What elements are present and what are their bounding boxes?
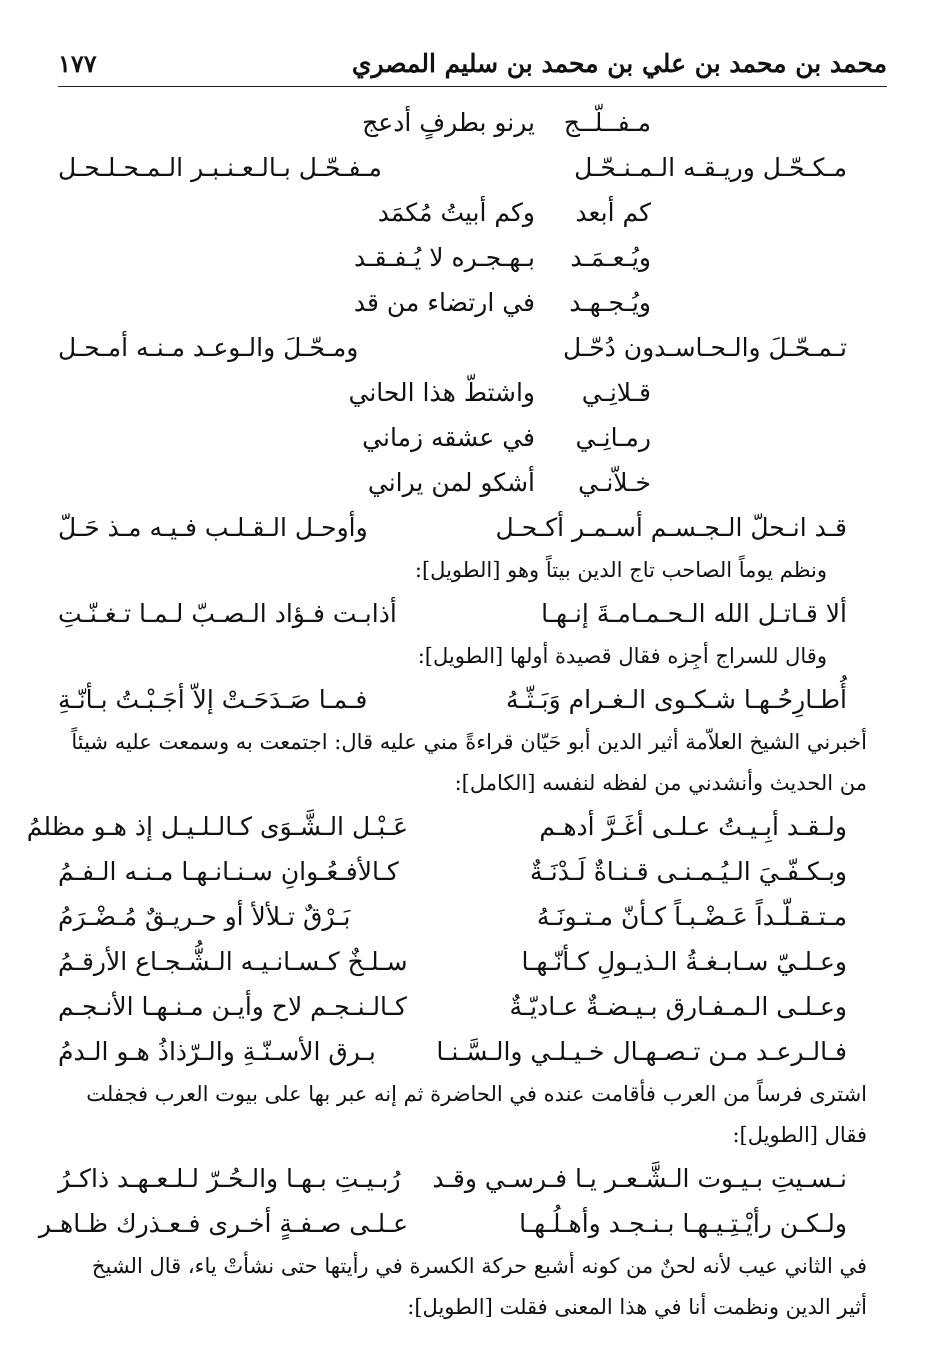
verse-line [58,939,847,984]
verse-first-hemistich: ألا قـاتـل الله الـحـمـامـةَ إنـهـا [541,599,847,628]
prose-paragraph: أخبرني الشيخ العلاّمة أثير الدين أبو حَيّان قراءةً مني عليه قال: اجتمعت به وسمعت عليه شيئاً من الحديث وأنشدني من لفظه لنفسه [الكامل]: [71,730,867,795]
verse-first-hemistich: وعـلـيّ سـابـغـةُ الـذيـولِ كـأنّـهـا [521,947,847,976]
verse-line [58,190,847,235]
verse-first-hemistich: خـلاّنـي [578,468,651,497]
verse-first-hemistich: أُطـارِحُـهـا شـكـوى الـغـرام وَبَـثّـهُ [506,685,847,714]
verse-first-hemistich: فـالـرعـد مـن تـصـهـال خـيـلـي والـسَّـنـا [436,1037,847,1066]
page-body [26,100,867,1328]
verse-line [58,280,847,325]
prose-paragraph: وقال للسراج أجِزه فقال قصيدة أولها [الطويل]: [417,644,827,668]
prose-paragraph: اشترى فرساً من العرب فأقامت عنده في الحاضرة ثم إنه عبر بها على بيوت العرب فجفلت فقال [الطويل]: [86,1082,867,1147]
verse-first-hemistich: ويُـعـمَـد [570,243,651,272]
verse-second-hemistich: كـالأفـعُـوانِ سـنـانـهـا مـنـه الـفـمُ [58,857,399,886]
verse-second-hemistich: مـفـحّـل بـالـعـنـبـر الـمـحـلـحـل [58,153,382,182]
verse-second-hemistich: أشكو لمن يراني [367,468,535,497]
verse-first-hemistich: ويُـجـهـد [569,288,651,317]
verse-line [58,677,847,722]
verse-first-hemistich: مـتـقـلّـداً عَـضْـبـاً كـأنّ مـتـونَـهُ [536,902,847,931]
prose-paragraph: في الثاني عيب لأنه لحنٌ من كونه أشبع حركة الكسرة في رأيتها حتى نشأتْ ياء، قال الشيخ أثير الدين ونظمت أنا في هذا المعنى فقلت [الطويل]: [91,1254,867,1319]
verse-second-hemistich: بـهـجـره لا يُـفـقـد [354,243,535,272]
verse-line [58,849,847,894]
verse-line [58,894,847,939]
verse-line [58,984,847,1029]
verse-line [58,235,847,280]
verse-second-hemistich: واشتطّ هذا الحاني [348,378,535,407]
verse-line [58,100,847,145]
verse-line [58,325,847,370]
verse-first-hemistich: قـلانِـي [581,378,651,407]
verse-first-hemistich: وعـلـى الـمـفـارق بـيـضـةٌ عـاديّـةٌ [509,992,847,1021]
verse-first-hemistich: رمـانِـي [575,423,651,452]
verse-line [38,1201,847,1246]
verse-second-hemistich: ومـحّـلَ والـوعـد مـنـه أمـحـل [58,333,359,362]
verse-second-hemistich: بَـرْقٌ تـلألأ أو حـريـقٌ مُـضْـرَمُ [58,902,351,931]
verse-first-hemistich: وبـكـفّـيَ الـيُـمـنـى قـنـاةٌ لَـدْنَـةٌ [530,857,847,886]
verse-second-hemistich: أذابـت فـؤاد الـصـبّ لـمـا تـغـنّـتِ [58,599,397,628]
verse-first-hemistich: تـمـحّـلَ والـحـاسـدون دُحّـل [562,333,847,362]
verse-first-hemistich: ولـكـن رأيْـتِـيـهـا بـنـجـد وأهـلُـهـا [519,1209,847,1238]
verse-second-hemistich: فـمـا صَـدَحَـتْ إلاّ أجَـبْـتُ بـأنّـةِ [58,685,368,714]
verse-first-hemistich: كم أبعد [575,198,651,227]
verse-line [58,505,847,550]
verse-line [58,415,847,460]
page-header [58,40,887,87]
verse-line [58,591,847,636]
verse-first-hemistich: نـسـيتِ بـيـوت الـشَّـعـر يـا فـرسـي وقـد [432,1164,847,1193]
verse-first-hemistich: مـفــلّــج [563,108,651,137]
verse-second-hemistich: عـلـى صـفـةٍ أخـرى فـعـذرك ظـاهـر [38,1209,408,1238]
verse-line [58,1029,847,1074]
verse-line [58,145,847,190]
verse-second-hemistich: في عشقه زماني [362,423,535,452]
verse-second-hemistich: في ارتضاء من قد [353,288,535,317]
verse-second-hemistich: بـرق الأسـنّـةِ والـرّذاذُ هـو الـدمُ [58,1037,376,1066]
verse-second-hemistich: وأوحـل الـقـلـب فـيـه مـذ حَـلّ [58,513,368,542]
verse-second-hemistich: رُبـيـتِ بـهـا والـحُـرّ لـلـعـهـد ذاكـرُ [58,1164,401,1193]
verse-line [58,1156,847,1201]
verse-second-hemistich: عَـبْـل الـشَّـوَى كـالـلـيـل إذ هـو مظلمُ [26,812,408,841]
running-title: محمد بن محمد بن علي بن محمد بن سليم المصري [351,48,887,78]
verse-first-hemistich: قـد انـحلّ الـجـسـم أسـمـر أكـحـل [495,513,847,542]
verse-line [58,370,847,415]
verse-first-hemistich: مـكـحّـل وريـقـه الـمـنـحّـل [574,153,847,182]
page-number: ١٧٧ [58,48,97,78]
verse-second-hemistich: كـالـنـجـم لاح وأيـن مـنـهـا الأنـجـم [58,992,407,1021]
verse-line [26,804,847,849]
prose-paragraph: ونظم يوماً الصاحب تاج الدين بيتاً وهو [الطويل]: [414,558,827,582]
verse-first-hemistich: ولـقـد أبِـيـتُ عـلـى أغَـرَّ أدهـم [539,812,847,841]
verse-line [58,460,847,505]
verse-second-hemistich: وكم أبيتُ مُكمَد [377,198,535,227]
verse-second-hemistich: سـلـخٌ كـسـانـيـه الـشُّـجـاع الأرقـمُ [58,947,408,976]
verse-second-hemistich: يرنو بطرفٍ أدعج [362,108,535,137]
